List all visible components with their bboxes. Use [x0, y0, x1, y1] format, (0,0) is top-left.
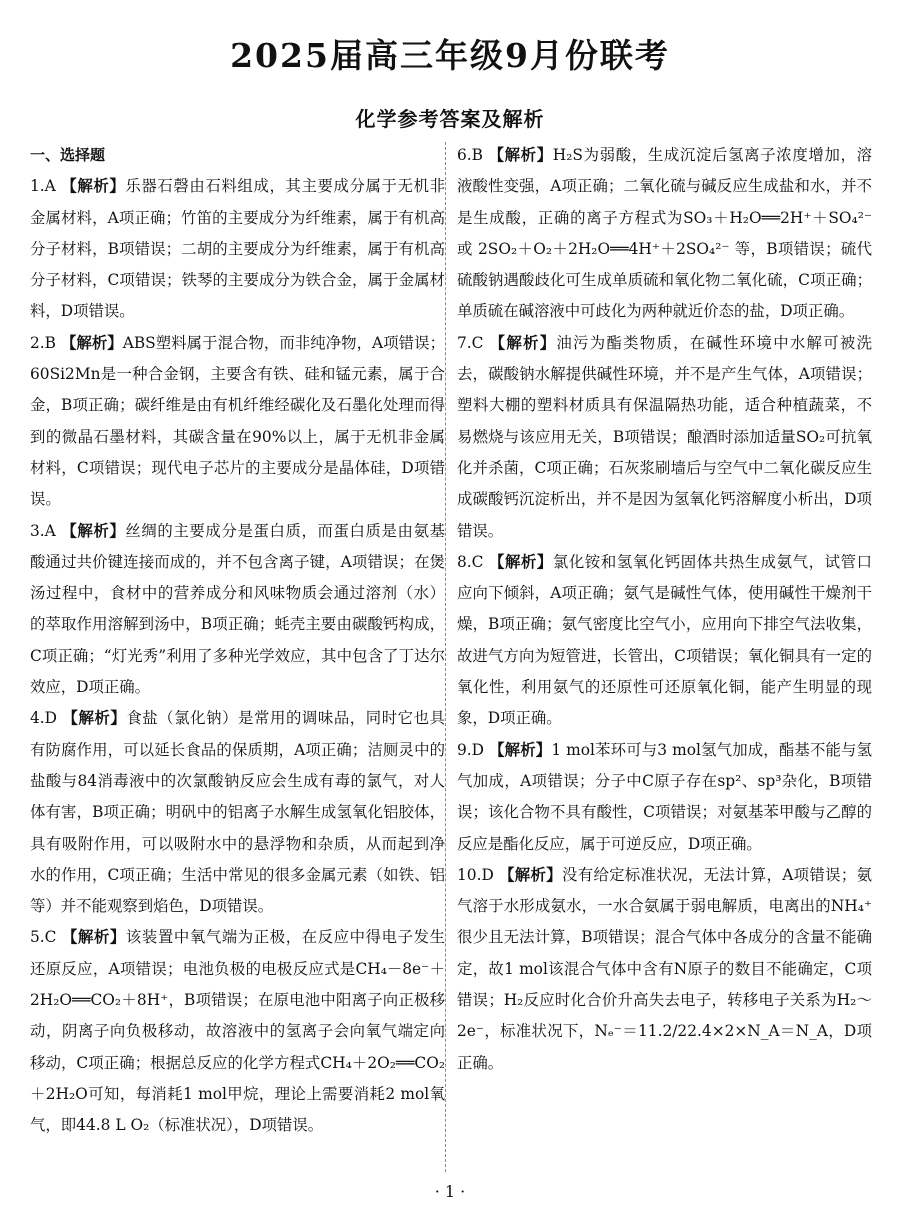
answer-text: 该装置中氧气端为正极，在反应中得电子发生还原反应，A项错误；电池负极的电极反应式是CH₄－8e⁻＋2H₂O══CO₂＋8H⁺，B项错误；在原电池中阳离子向正极移动，阴离子向负极移动，故溶液中的氢离子会向氧气端定向移动，C项正确；根据总反应的化学方程式CH₄＋2O₂══CO₂＋2H₂O可知，每消耗1 mol甲烷，理论上需要消耗2 mol氧气，即44.8 L O₂（标准状况），D项错误。 — [30, 928, 445, 1135]
answer-number: 6.B — [457, 146, 483, 164]
page-title: 2025届高三年级9月份联考 — [230, 36, 670, 75]
answer-item — [457, 328, 872, 547]
section-heading: 一、选择题 — [30, 146, 106, 164]
answer-item — [30, 703, 445, 922]
answer-text: 食盐（氯化钠）是常用的调味品，同时它也具有防腐作用，可以延长食品的保质期，A项正确；洁厕灵中的盐酸与84消毒液中的次氯酸钠反应会生成有毒的氯气，对人体有害，B项正确；明矾中的铝离子水解生成氢氧化铝胶体，具有吸附作用，可以吸附水中的悬浮物和杂质，从而起到净水的作用，C项正确；生活中常见的很多金属元素（如铁、铝等）并不能观察到焰色，D项错误。 — [30, 709, 445, 916]
answer-text: 没有给定标准状况，无法计算，A项错误；氨气溶于水形成氨水，一水合氨属于弱电解质，电离出的NH₄⁺很少且无法计算，B项错误；混合气体中各成分的含量不能确定，故1 mol该混合气体中含有N原子的数目不能确定，C项错误；H₂反应时化合价升高失去电子，转移电子关系为H₂～2e⁻，标准状况下，Nₑ⁻＝11.2/22.4×2×N_A＝N_A，D项正确。 — [457, 865, 872, 1072]
page-subtitle: 化学参考答案及解析 — [355, 107, 545, 131]
page-number: · 1 · — [434, 1182, 466, 1201]
answer-text: ABS塑料属于混合物，而非纯净物，A项错误；60Si2Mn是一种合金钢，主要含有铁、硅和锰元素，属于合金，B项正确；碳纤维是由有机纤维经碳化及石墨化处理而得到的微晶石墨材料，其碳含量在90%以上，属于无机非金属材料，C项错误；现代电子芯片的主要成分是晶体硅，D项错误。 — [30, 333, 445, 509]
column-divider — [445, 142, 446, 1172]
answer-item — [30, 171, 445, 327]
analysis-tag: 【解析】 — [61, 521, 126, 540]
right-column — [457, 140, 872, 1079]
answer-number: 1.A — [30, 177, 56, 196]
analysis-tag: 【解析】 — [61, 177, 126, 196]
answer-number: 2.B — [30, 333, 56, 352]
answer-item — [30, 922, 445, 1141]
answer-item — [457, 860, 872, 1079]
analysis-tag: 【解析】 — [61, 928, 126, 947]
answer-number: 7.C — [457, 333, 484, 352]
answer-text: H₂S为弱酸，生成沉淀后氢离子浓度增加，溶液酸性变强，A项正确；二氧化硫与碱反应生成盐和水，并不是生成酸，正确的离子方程式为SO₃＋H₂O══2H⁺＋SO₄²⁻ 或 2SO₂＋O₂＋2H₂O══4H⁺＋2SO₄²⁻ 等，B项错误；硫代硫酸钠遇酸歧化可生成单质硫和氧化物二氧化硫，C项正确；单质硫在碱溶液中可歧化为两种就近价态的盐，D项正确。 — [457, 146, 872, 321]
analysis-tag: 【解析】 — [489, 740, 552, 759]
answer-item — [457, 140, 872, 328]
analysis-tag: 【解析】 — [60, 333, 123, 352]
answer-number: 10.D — [457, 865, 494, 884]
left-column — [30, 140, 445, 1142]
answer-item — [30, 328, 445, 516]
analysis-tag: 【解析】 — [488, 552, 553, 571]
answer-item — [30, 516, 445, 704]
answer-number: 9.D — [457, 740, 485, 759]
answer-item — [457, 547, 872, 735]
analysis-tag: 【解析】 — [499, 865, 562, 884]
answer-text: 氯化铵和氢氧化钙固体共热生成氨气，试管口应向下倾斜，A项正确；氨气是碱性气体，使用碱性干燥剂干燥，B项正确；氨气密度比空气小，应用向下排空气法收集，故进气方向为短管进，长管出，C项错误；氧化铜具有一定的氧化性，利用氨气的还原性可还原氧化铜，能产生明显的现象，D项正确。 — [457, 552, 872, 728]
answer-text: 丝绸的主要成分是蛋白质，而蛋白质是由氨基酸通过共价键连接而成的，并不包含离子键，A项错误；在煲汤过程中，食材中的营养成分和风味物质会通过溶剂（水）的萃取作用溶解到汤中，B项正确；蚝壳主要由碳酸钙构成，C项正确；“灯光秀”利用了多种光学效应，其中包含了丁达尔效应，D项正确。 — [30, 521, 445, 697]
analysis-tag: 【解析】 — [62, 709, 127, 728]
answer-text: 油污为酯类物质，在碱性环境中水解可被洗去，碳酸钠水解提供碱性环境，并不是产生气体，A项错误；塑料大棚的塑料材质具有保温隔热功能，适合种植蔬菜，不易燃烧与该应用无关，B项错误；酿酒时添加适量SO₂可抗氧化并杀菌，C项正确；石灰浆刷墙后与空气中二氧化碳反应生成碳酸钙沉淀析出，并不是因为氢氧化钙溶解度小析出，D项错误。 — [457, 333, 872, 540]
analysis-tag: 【解析】 — [488, 146, 553, 164]
answer-text: 乐器石磬由石料组成，其主要成分属于无机非金属材料，A项正确；竹笛的主要成分为纤维素，属于有机高分子材料，B项错误；二胡的主要成分为纤维素，属于有机高分子材料，C项错误；铁琴的主要成分为铁合金，属于金属材料，D项错误。 — [30, 177, 445, 321]
answer-number: 4.D — [30, 709, 58, 728]
answer-number: 3.A — [30, 521, 56, 540]
answer-item — [457, 735, 872, 860]
answer-number: 8.C — [457, 552, 484, 571]
answer-text: 1 mol苯环可与3 mol氢气加成，酯基不能与氢气加成，A项错误；分子中C原子存在sp²、sp³杂化，B项错误；该化合物不具有酸性，C项错误；对氨基苯甲酸与乙醇的反应是酯化反应，属于可逆反应，D项正确。 — [457, 740, 872, 853]
answer-number: 5.C — [30, 928, 57, 947]
analysis-tag: 【解析】 — [489, 333, 557, 352]
